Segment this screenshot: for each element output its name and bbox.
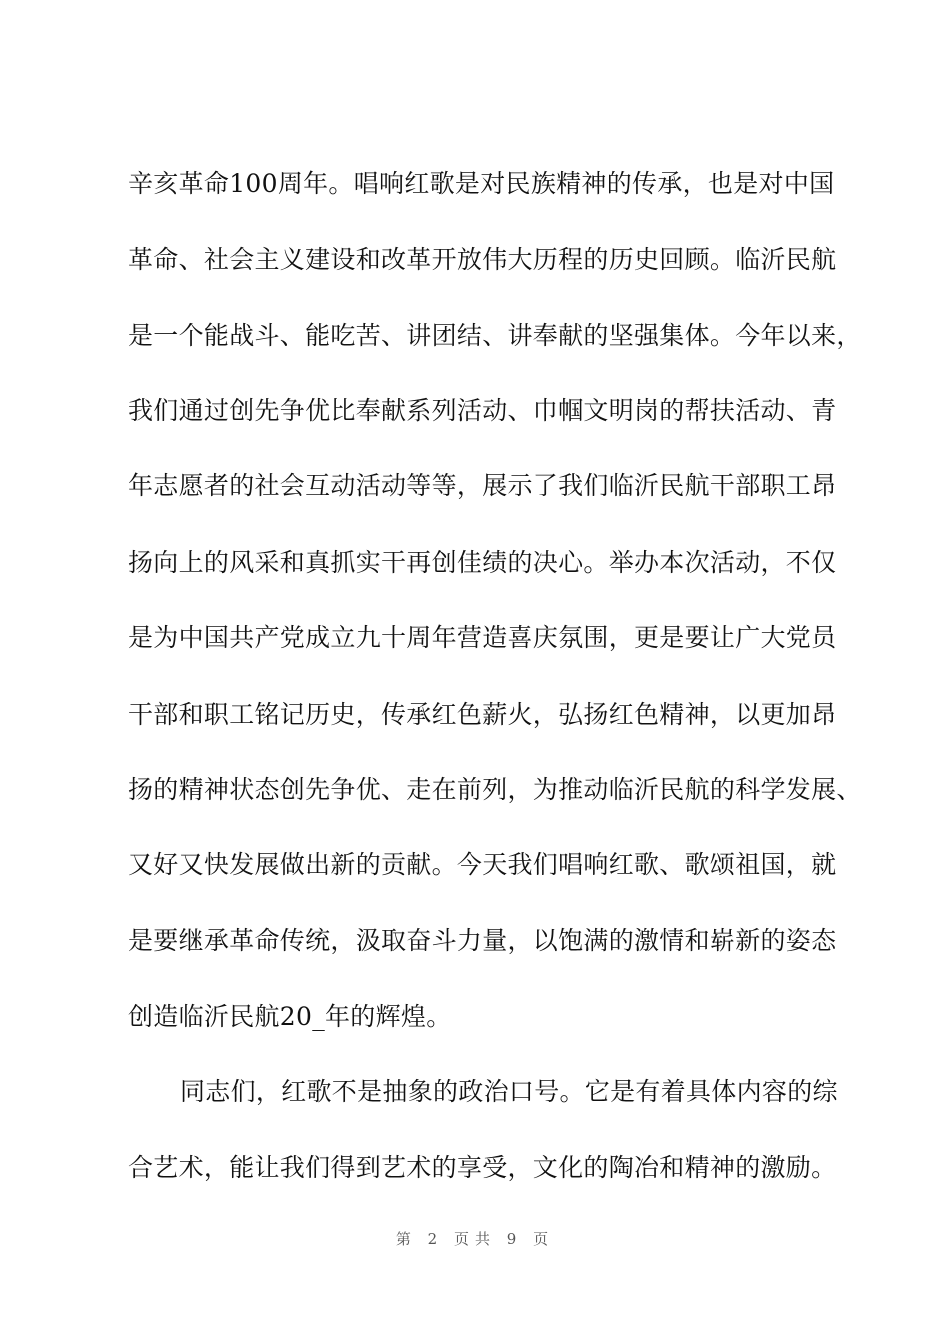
paragraph-line: 革命、社会主义建设和改革开放伟大历程的历史回顾。临沂民航 <box>128 245 837 274</box>
paragraph-line: 合艺术，能让我们得到艺术的享受，文化的陶冶和精神的激励。 <box>128 1153 837 1182</box>
paragraph-line: 创造临沂民航20_年的辉煌。 <box>128 1002 452 1031</box>
paragraph-line: 是为中国共产党成立九十周年营造喜庆氛围，更是要让广大党员 <box>128 623 837 652</box>
page-number-footer: 第 2 页共 9 页 <box>395 1230 555 1248</box>
paragraph-line: 辛亥革命100周年。唱响红歌是对民族精神的传承，也是对中国 <box>128 169 835 198</box>
paragraph-line: 扬向上的风采和真抓实干再创佳绩的决心。举办本次活动，不仅 <box>128 548 837 577</box>
paragraph-line: 又好又快发展做出新的贡献。今天我们唱响红歌、歌颂祖国，就 <box>128 850 837 879</box>
paragraph-line: 我们通过创先争优比奉献系列活动、巾帼文明岗的帮扶活动、青 <box>128 396 837 425</box>
paragraph-line: 年志愿者的社会互动活动等等，展示了我们临沂民航干部职工昂 <box>128 471 837 500</box>
paragraph-line: 是要继承革命传统，汲取奋斗力量，以饱满的激情和崭新的姿态 <box>128 926 837 955</box>
paragraph-line: 扬的精神状态创先争优、走在前列，为推动临沂民航的科学发展、 <box>128 775 862 804</box>
paragraph-line: 是一个能战斗、能吃苦、讲团结、讲奉献的坚强集体。今年以来， <box>128 321 862 350</box>
paragraph-line-indented: 同志们，红歌不是抽象的政治口号。它是有着具体内容的综 <box>180 1077 838 1106</box>
paragraph-line: 干部和职工铭记历史，传承红色薪火，弘扬红色精神，以更加昂 <box>128 700 837 729</box>
